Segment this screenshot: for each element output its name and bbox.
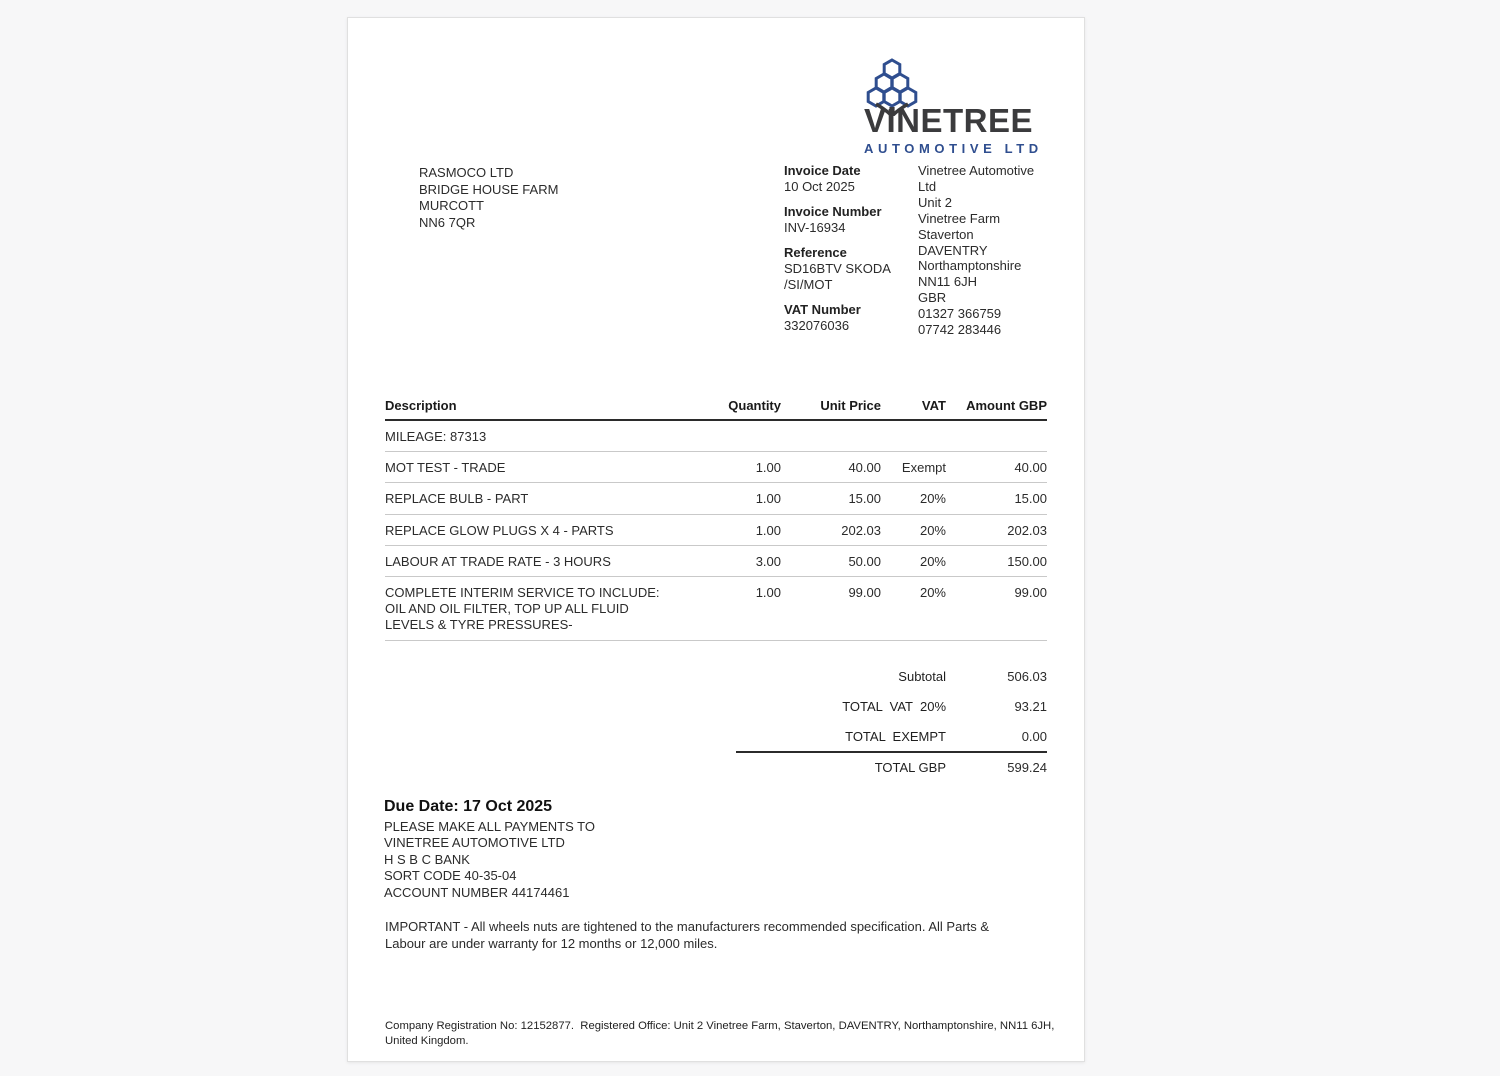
invoice-meta-label: Reference	[784, 245, 847, 260]
customer-address-line: NN6 7QR	[419, 214, 476, 230]
cell-unit-price: 40.00	[848, 460, 881, 476]
invoice-meta-group	[784, 302, 902, 334]
company-address-line: Staverton	[918, 226, 974, 242]
totals-row	[736, 751, 1047, 782]
cell-description: MOT TEST - TRADE	[385, 460, 506, 476]
company-address-line: NN11 6JH	[918, 274, 978, 290]
totals-row	[736, 691, 1047, 721]
cell-quantity: 1.00	[755, 522, 781, 538]
payment-instruction-line: PLEASE MAKE ALL PAYMENTS TO	[384, 819, 595, 834]
table-body	[385, 421, 1047, 641]
table-row	[385, 515, 1047, 546]
total-label: TOTAL EXEMPT	[845, 728, 946, 744]
company-address-line: Unit 2	[918, 194, 952, 210]
total-label: TOTAL VAT 20%	[842, 698, 946, 714]
totals-row	[736, 661, 1047, 691]
table-header-row	[385, 392, 1047, 421]
table-row	[385, 483, 1047, 514]
header-quantity: Quantity	[728, 398, 781, 413]
cell-amount: 40.00	[1014, 460, 1047, 476]
cell-vat: 20%	[919, 522, 946, 538]
invoice-meta-value: SD16BTV SKODA /SI/MOT	[784, 261, 891, 292]
cell-unit-price: 15.00	[848, 491, 881, 507]
payment-instruction-line: ACCOUNT NUMBER 44174461	[384, 884, 570, 900]
cell-quantity: 3.00	[755, 553, 781, 569]
cell-description: REPLACE GLOW PLUGS X 4 - PARTS	[385, 522, 614, 538]
company-address-line: Vinetree Automotive Ltd	[918, 163, 1035, 194]
customer-address	[419, 165, 558, 231]
header-description: Description	[385, 398, 457, 413]
cell-vat: 20%	[919, 491, 946, 507]
header-vat: VAT	[921, 398, 946, 413]
invoice-meta-label: Invoice Number	[784, 204, 882, 219]
cell-amount: 15.00	[1014, 491, 1047, 507]
cell-unit-price: 202.03	[841, 522, 881, 538]
cell-description: LABOUR AT TRADE RATE - 3 HOURS	[385, 553, 611, 569]
important-note: IMPORTANT - All wheels nuts are tightened to the manufacturers recommended specification. All Parts & Labour are under warranty for 12 months or 12,000 miles.	[385, 919, 990, 951]
table-row	[385, 421, 1047, 452]
cell-quantity: 1.00	[755, 491, 781, 507]
cell-quantity: 1.00	[755, 585, 781, 601]
totals-row	[736, 721, 1047, 751]
header-amount: Amount GBP	[966, 398, 1047, 413]
line-items-table	[385, 392, 1047, 641]
total-value: 599.24	[1007, 760, 1047, 775]
company-address-line: Vinetree Farm	[918, 210, 1001, 226]
cell-unit-price: 99.00	[848, 585, 881, 601]
customer-address-line: RASMOCO LTD	[419, 165, 514, 180]
customer-address-line: MURCOTT	[419, 198, 484, 214]
payment-instruction-line: H S B C BANK	[384, 851, 470, 867]
total-label: TOTAL GBP	[874, 760, 946, 775]
payment-details	[384, 797, 595, 901]
cell-amount: 99.00	[1014, 585, 1047, 601]
invoice-meta-label: VAT Number	[784, 302, 861, 317]
customer-address-line: BRIDGE HOUSE FARM	[419, 181, 559, 197]
cell-amount: 202.03	[1007, 522, 1047, 538]
invoice-meta-label: Invoice Date	[784, 163, 861, 178]
company-address-line: DAVENTRY	[918, 242, 988, 258]
company-address-line: Northamptonshire	[918, 258, 1022, 274]
payment-instruction-line: VINETREE AUTOMOTIVE LTD	[384, 835, 565, 851]
company-address-line: 01327 366759	[918, 306, 1002, 322]
payment-instruction-lines	[384, 819, 595, 901]
total-label: Subtotal	[898, 668, 946, 684]
cell-quantity: 1.00	[755, 460, 781, 476]
company-address-line: GBR	[918, 290, 947, 306]
table-row	[385, 546, 1047, 577]
company-address-line: 07742 283446	[918, 322, 1002, 338]
table-row	[385, 452, 1047, 483]
cell-vat: 20%	[919, 585, 946, 601]
invoice-meta-value: 332076036	[784, 318, 850, 333]
cell-description: MILEAGE: 87313	[385, 429, 487, 444]
invoice-meta-group	[784, 163, 902, 195]
due-date-heading: Due Date: 17 Oct 2025	[384, 798, 553, 815]
total-value: 93.21	[1014, 698, 1047, 714]
totals-section	[736, 656, 1047, 782]
company-logo	[864, 58, 1043, 156]
invoice-meta-value: 10 Oct 2025	[784, 179, 855, 194]
invoice-meta	[784, 163, 902, 343]
total-value: 0.00	[1021, 728, 1047, 744]
company-address	[918, 163, 1044, 338]
logo-company-name: VINETREE	[864, 102, 1034, 139]
cell-description: COMPLETE INTERIM SERVICE TO INCLUDE: OIL AND OIL FILTER, TOP UP ALL FLUID LEVELS & TYRE PRESSURES-	[385, 585, 660, 633]
payment-instruction-line: SORT CODE 40-35-04	[384, 868, 517, 884]
cell-vat: Exempt	[901, 460, 946, 476]
invoice-meta-value: INV-16934	[784, 220, 846, 235]
footer-registration-text: Company Registration No: 12152877. Registered Office: Unit 2 Vinetree Farm, Staverton, DAVENTRY, Northamptonshire, NN11 6JH, United Kingdom.	[385, 1020, 1058, 1047]
cell-description: REPLACE BULB - PART	[385, 491, 529, 507]
invoice-meta-group	[784, 245, 902, 293]
cell-unit-price: 50.00	[848, 553, 881, 569]
total-value: 506.03	[1007, 668, 1047, 684]
table-row	[385, 577, 1047, 641]
cell-amount: 150.00	[1007, 553, 1047, 569]
invoice-meta-group	[784, 204, 902, 236]
invoice-page	[347, 17, 1085, 1062]
logo-company-subtitle: AUTOMOTIVE LTD	[864, 141, 1043, 156]
cell-vat: 20%	[919, 553, 946, 569]
header-unit-price: Unit Price	[820, 398, 881, 413]
